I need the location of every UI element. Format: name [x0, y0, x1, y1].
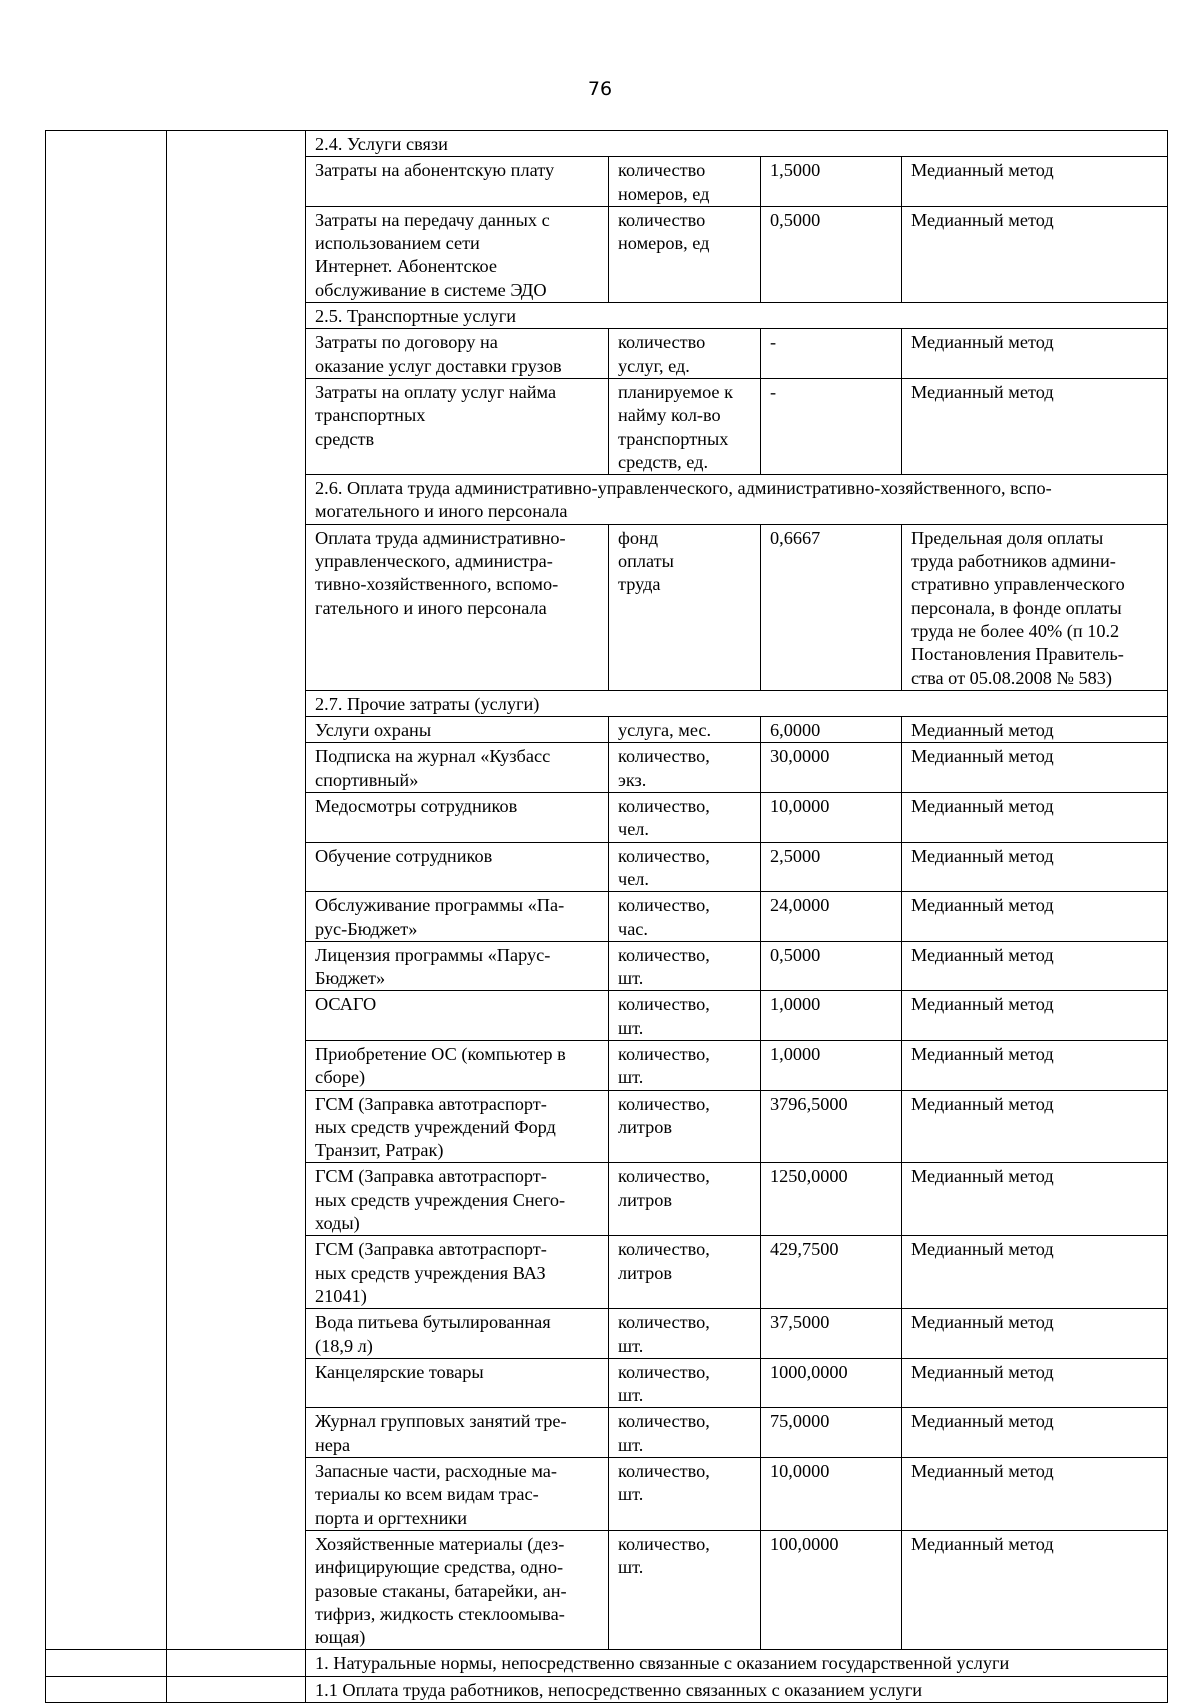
calculation-method: Медианный метод [902, 941, 1168, 991]
calculation-method: Медианный метод [902, 1458, 1168, 1531]
section-title: 2.6. Оплата труда административно-управленческого, административно-хозяйственного, вспо- могательного и иного персонала [306, 475, 1168, 525]
cost-item-name: ОСАГО [306, 991, 609, 1041]
cost-item-name: Канцелярские товары [306, 1358, 609, 1408]
unit-of-measure: количество, чел. [609, 842, 761, 892]
norm-value: 6,0000 [761, 717, 902, 743]
unit-of-measure: количество, литров [609, 1163, 761, 1236]
cost-item-name: Оплата труда административно- управленческого, администра- тивно-хозяйственного, вспомо- гательного и иного персонала [306, 524, 609, 690]
unit-of-measure: фонд оплаты труда [609, 524, 761, 690]
cost-item-name: Приобретение ОС (компьютер в сборе) [306, 1040, 609, 1090]
norm-value: 1,5000 [761, 157, 902, 207]
cost-item-name: ГСМ (Заправка автотраспорт- ных средств учреждения ВАЗ 21041) [306, 1236, 609, 1309]
cost-item-name: Медосмотры сотрудников [306, 793, 609, 843]
cost-item-name: Затраты по договору на оказание услуг доставки грузов [306, 329, 609, 379]
unit-of-measure: планируемое к найму кол-во транспортных средств, ед. [609, 378, 761, 474]
cost-item-name: Подписка на журнал «Кузбасс спортивный» [306, 743, 609, 793]
calculation-method: Медианный метод [902, 329, 1168, 379]
calculation-method: Медианный метод [902, 1090, 1168, 1163]
norm-value: 1000,0000 [761, 1358, 902, 1408]
blank-column-2 [167, 131, 306, 1650]
section-title: 2.4. Услуги связи [306, 131, 1168, 157]
unit-of-measure: количество, шт. [609, 1309, 761, 1359]
cost-item-name: Журнал групповых занятий тре- нера [306, 1408, 609, 1458]
unit-of-measure: количество, чел. [609, 793, 761, 843]
unit-of-measure: количество номеров, ед [609, 206, 761, 302]
norm-value: 75,0000 [761, 1408, 902, 1458]
calculation-method: Медианный метод [902, 378, 1168, 474]
blank-column-2 [167, 1676, 306, 1702]
cost-item-name: Лицензия программы «Парус- Бюджет» [306, 941, 609, 991]
unit-of-measure: количество, шт. [609, 1530, 761, 1649]
norm-value: 1,0000 [761, 991, 902, 1041]
norm-value: - [761, 378, 902, 474]
calculation-method: Медианный метод [902, 157, 1168, 207]
norm-value: 37,5000 [761, 1309, 902, 1359]
cost-item-name: Затраты на передачу данных с использованием сети Интернет. Абонентское обслуживание в системе ЭДО [306, 206, 609, 302]
cost-item-name: ГСМ (Заправка автотраспорт- ных средств учреждения Снего- ходы) [306, 1163, 609, 1236]
calculation-method: Медианный метод [902, 892, 1168, 942]
cost-item-name: Услуги охраны [306, 717, 609, 743]
footer-row [46, 1650, 1168, 1676]
norm-value: 100,0000 [761, 1530, 902, 1649]
cost-item-name: ГСМ (Заправка автотраспорт- ных средств учреждений Форд Транзит, Ратрак) [306, 1090, 609, 1163]
unit-of-measure: количество, шт. [609, 1358, 761, 1408]
norm-value: 10,0000 [761, 793, 902, 843]
unit-of-measure: количество, литров [609, 1090, 761, 1163]
blank-column-1 [46, 1676, 167, 1702]
cost-item-name: Обслуживание программы «Па- рус-Бюджет» [306, 892, 609, 942]
calculation-method: Медианный метод [902, 206, 1168, 302]
norm-value: 1250,0000 [761, 1163, 902, 1236]
unit-of-measure: количество, шт. [609, 1458, 761, 1531]
unit-of-measure: услуга, мес. [609, 717, 761, 743]
calculation-method: Медианный метод [902, 1408, 1168, 1458]
cost-item-name: Запасные части, расходные ма- териалы ко всем видам трас- порта и оргтехники [306, 1458, 609, 1531]
unit-of-measure: количество услуг, ед. [609, 329, 761, 379]
norm-value: 2,5000 [761, 842, 902, 892]
unit-of-measure: количество, шт. [609, 1408, 761, 1458]
norm-value: 0,6667 [761, 524, 902, 690]
norm-value: 10,0000 [761, 1458, 902, 1531]
calculation-method: Медианный метод [902, 842, 1168, 892]
norm-value: 24,0000 [761, 892, 902, 942]
calculation-method: Медианный метод [902, 1530, 1168, 1649]
calculation-method: Предельная доля оплаты труда работников админи- стративно управленческого персонала, в фонде оплаты труда не более 40% (п 10.2 Постановления Правитель- ства от 05.08.2008 № 583) [902, 524, 1168, 690]
section-title: 2.5. Транспортные услуги [306, 303, 1168, 329]
unit-of-measure: количество, шт. [609, 991, 761, 1041]
calculation-method: Медианный метод [902, 991, 1168, 1041]
norm-value: - [761, 329, 902, 379]
blank-column-2 [167, 1650, 306, 1676]
unit-of-measure: количество, экз. [609, 743, 761, 793]
calculation-method: Медианный метод [902, 1236, 1168, 1309]
norm-value: 0,5000 [761, 941, 902, 991]
calculation-method: Медианный метод [902, 1163, 1168, 1236]
calculation-method: Медианный метод [902, 717, 1168, 743]
calculation-method: Медианный метод [902, 793, 1168, 843]
blank-column-1 [46, 131, 167, 1650]
calculation-method: Медианный метод [902, 743, 1168, 793]
unit-of-measure: количество, час. [609, 892, 761, 942]
norm-value: 30,0000 [761, 743, 902, 793]
cost-item-name: Обучение сотрудников [306, 842, 609, 892]
footer-section-title: 1.1 Оплата труда работников, непосредственно связанных с оказанием услуги [306, 1676, 1168, 1702]
cost-item-name: Затраты на абонентскую плату [306, 157, 609, 207]
section-title: 2.7. Прочие затраты (услуги) [306, 690, 1168, 716]
calculation-method: Медианный метод [902, 1309, 1168, 1359]
unit-of-measure: количество номеров, ед [609, 157, 761, 207]
calculation-method: Медианный метод [902, 1040, 1168, 1090]
cost-item-name: Вода питьева бутылированная (18,9 л) [306, 1309, 609, 1359]
blank-column-1 [46, 1650, 167, 1676]
cost-item-name: Затраты на оплату услуг найма транспортных средств [306, 378, 609, 474]
unit-of-measure: количество, шт. [609, 941, 761, 991]
norm-value: 0,5000 [761, 206, 902, 302]
norm-value: 429,7500 [761, 1236, 902, 1309]
page-number: 76 [587, 78, 613, 100]
norms-table [45, 130, 1168, 1703]
section-header-row [46, 131, 1168, 157]
cost-item-name: Хозяйственные материалы (дез- инфицирующие средства, одно- разовые стаканы, батарейки, ан- тифриз, жидкость стеклоомыва- ющая) [306, 1530, 609, 1649]
calculation-method: Медианный метод [902, 1358, 1168, 1408]
unit-of-measure: количество, шт. [609, 1040, 761, 1090]
norm-value: 1,0000 [761, 1040, 902, 1090]
unit-of-measure: количество, литров [609, 1236, 761, 1309]
footer-row [46, 1676, 1168, 1702]
footer-section-title: 1. Натуральные нормы, непосредственно связанные с оказанием государственной услуги [306, 1650, 1168, 1676]
norm-value: 3796,5000 [761, 1090, 902, 1163]
